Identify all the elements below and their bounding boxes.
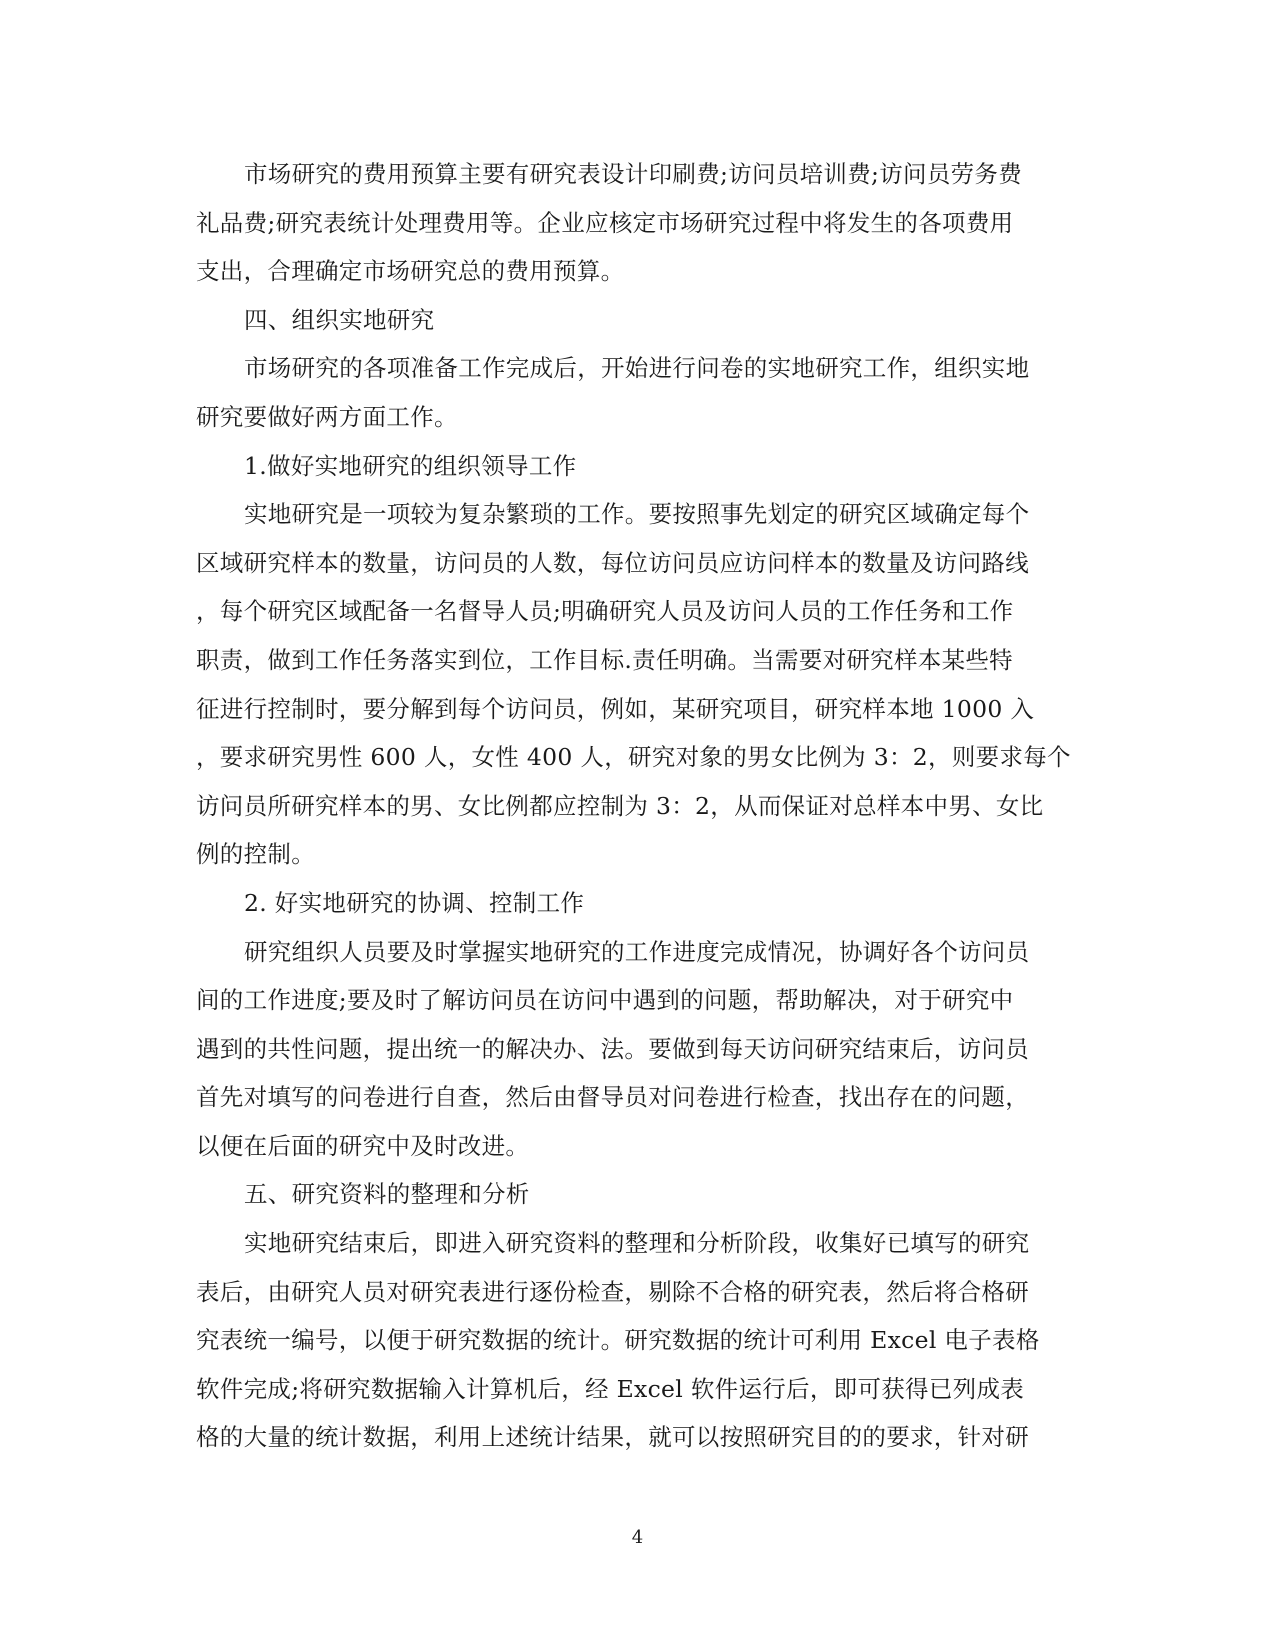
text-line: 2. 好实地研究的协调、控制工作 bbox=[244, 888, 585, 917]
text-line: 五、研究资料的整理和分析 bbox=[244, 1180, 530, 1209]
text-line: 研究组织人员要及时掌握实地研究的工作进度完成情况，协调好各个访问员 bbox=[244, 937, 1030, 966]
text-line: 格的大量的统计数据，利用上述统计结果，就可以按照研究目的的要求，针对研 bbox=[196, 1423, 1029, 1452]
text-line: 究表统一编号，以便于研究数据的统计。研究数据的统计可利用 Excel 电子表格 bbox=[196, 1326, 1040, 1355]
text-line: 实地研究结束后，即进入研究资料的整理和分析阶段，收集好已填写的研究 bbox=[244, 1229, 1030, 1258]
text-line: 市场研究的费用预算主要有研究表设计印刷费;访问员培训费;访问员劳务费 bbox=[244, 160, 1023, 188]
text-line: 例的控制。 bbox=[196, 840, 315, 869]
text-line: 支出，合理确定市场研究总的费用预算。 bbox=[196, 257, 625, 286]
text-line: 职责，做到工作任务落实到位，工作目标.责任明确。当需要对研究样本某些特 bbox=[196, 645, 1013, 674]
text-line: 间的工作进度;要及时了解访问员在访问中遇到的问题，帮助解决，对于研究中 bbox=[196, 986, 1014, 1015]
text-line: 遇到的共性问题，提出统一的解决办、法。要做到每天访问研究结束后，访问员 bbox=[196, 1034, 1029, 1063]
page-number: 4 bbox=[631, 1527, 644, 1548]
document-body bbox=[196, 150, 1076, 1462]
text-line: 1.做好实地研究的组织领导工作 bbox=[244, 451, 577, 480]
text-line: 软件完成;将研究数据输入计算机后，经 Excel 软件运行后，即可获得已列成表 bbox=[196, 1374, 1025, 1403]
text-line: 市场研究的各项准备工作完成后，开始进行问卷的实地研究工作，组织实地 bbox=[244, 354, 1030, 383]
text-line: 以便在后面的研究中及时改进。 bbox=[196, 1131, 530, 1160]
text-line: 首先对填写的问卷进行自查，然后由督导员对问卷进行检查，找出存在的问题， bbox=[196, 1083, 1029, 1112]
text-line: 征进行控制时，要分解到每个访问员，例如，某研究项目，研究样本地 1000 入 bbox=[196, 694, 1035, 723]
text-line: ，要求研究男性 600 人，女性 400 人，研究对象的男女比例为 3：2，则要求每个 bbox=[196, 743, 1071, 772]
text-line: ，每个研究区域配备一名督导人员;明确研究人员及访问人员的工作任务和工作 bbox=[196, 597, 1014, 626]
text-line: 四、组织实地研究 bbox=[244, 305, 435, 334]
text-line: 区域研究样本的数量，访问员的人数，每位访问员应访问样本的数量及访问路线 bbox=[196, 548, 1029, 577]
text-line: 实地研究是一项较为复杂繁琐的工作。要按照事先划定的研究区域确定每个 bbox=[244, 500, 1030, 529]
text-line: 访问员所研究样本的男、女比例都应控制为 3：2，从而保证对总样本中男、女比 bbox=[196, 791, 1044, 820]
text-line: 研究要做好两方面工作。 bbox=[196, 402, 458, 431]
text-line: 礼品费;研究表统计处理费用等。企业应核定市场研究过程中将发生的各项费用 bbox=[196, 208, 1014, 237]
text-line: 表后，由研究人员对研究表进行逐份检查，剔除不合格的研究表，然后将合格研 bbox=[196, 1277, 1029, 1306]
